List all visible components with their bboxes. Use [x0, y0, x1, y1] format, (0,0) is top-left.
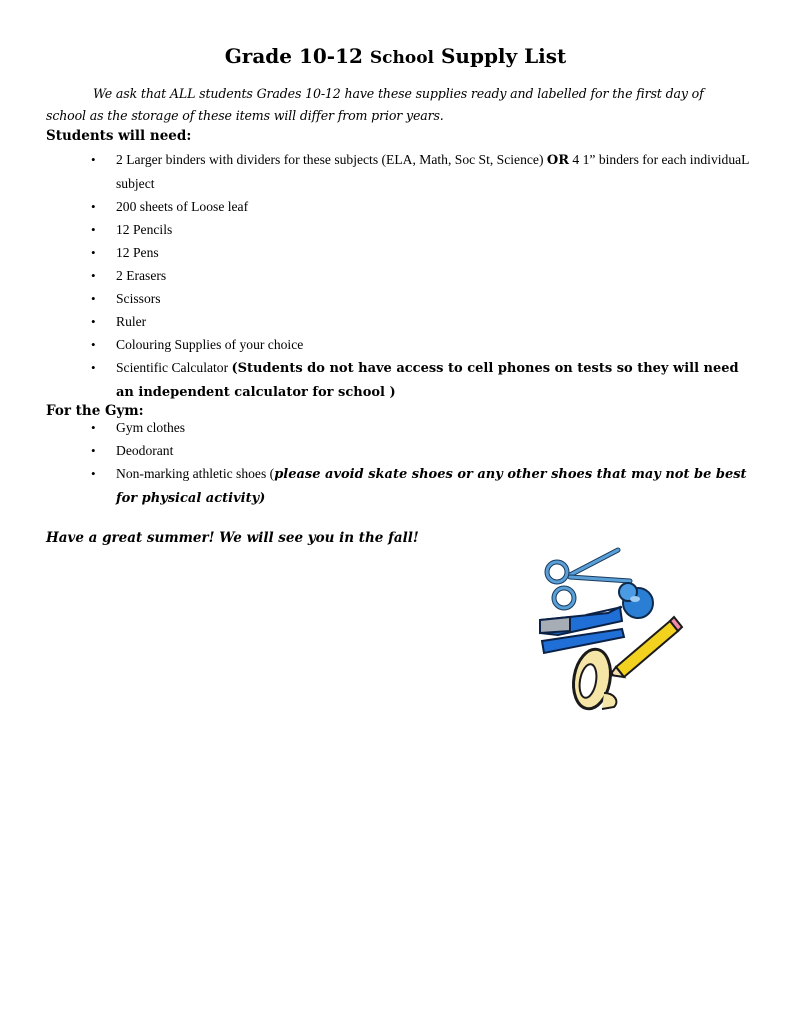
list-item: • 12 Pencils [0, 218, 791, 241]
bullet-icon: • [91, 152, 96, 167]
title-part2: Supply List [434, 44, 567, 68]
list-item: • 2 Larger binders with dividers for these subjects (ELA, Math, Soc St, Science) OR 4 1” binders for each individuaL subject [0, 148, 791, 195]
students-heading: Students will need: [46, 128, 192, 144]
intro-paragraph: We ask that ALL students Grades 10-12 have these supplies ready and labelled for the first day of school as the storage of these items will differ from prior years. [46, 86, 704, 123]
list-item: • Colouring Supplies of your choice [0, 333, 791, 356]
pushpin-icon [619, 583, 653, 618]
closing-message: Have a great summer! We will see you in the fall! [46, 530, 419, 546]
bullet-icon: • [91, 420, 96, 435]
list-item: • Deodorant [0, 439, 791, 462]
list-item: • Scientific Calculator (Students do not have access to cell phones on tests so they will need an independent calculator for school ) [0, 356, 791, 404]
scissors-icon [547, 550, 630, 608]
tape-roll-icon [569, 646, 616, 711]
students-supply-list [0, 148, 791, 404]
gym-heading: For the Gym: [46, 403, 144, 419]
bullet-icon: • [91, 291, 96, 306]
list-item: • 12 Pens [0, 241, 791, 264]
list-item: • Gym clothes [0, 416, 791, 439]
list-item: • Ruler [0, 310, 791, 333]
bullet-icon: • [91, 245, 96, 260]
list-item: • 200 sheets of Loose leaf [0, 195, 791, 218]
bullet-icon: • [91, 314, 96, 329]
bullet-icon: • [91, 222, 96, 237]
bullet-icon: • [91, 360, 96, 375]
stapler-icon [540, 607, 624, 653]
bullet-icon: • [91, 466, 96, 481]
list-item: • Non-marking athletic shoes (please avoid skate shoes or any other shoes that may not be best for physical activity) [0, 462, 791, 510]
list-item: • Scissors [0, 287, 791, 310]
bullet-icon: • [91, 268, 96, 283]
pencil-icon [610, 617, 682, 677]
list-item: • 2 Erasers [0, 264, 791, 287]
bullet-icon: • [91, 443, 96, 458]
school-supplies-clipart-icon [530, 545, 690, 715]
title-part1: Grade 10-12 [224, 44, 370, 68]
bullet-icon: • [91, 199, 96, 214]
page-title [0, 44, 791, 68]
bullet-icon: • [91, 337, 96, 352]
title-school: School [369, 48, 435, 68]
gym-supply-list [0, 416, 791, 510]
